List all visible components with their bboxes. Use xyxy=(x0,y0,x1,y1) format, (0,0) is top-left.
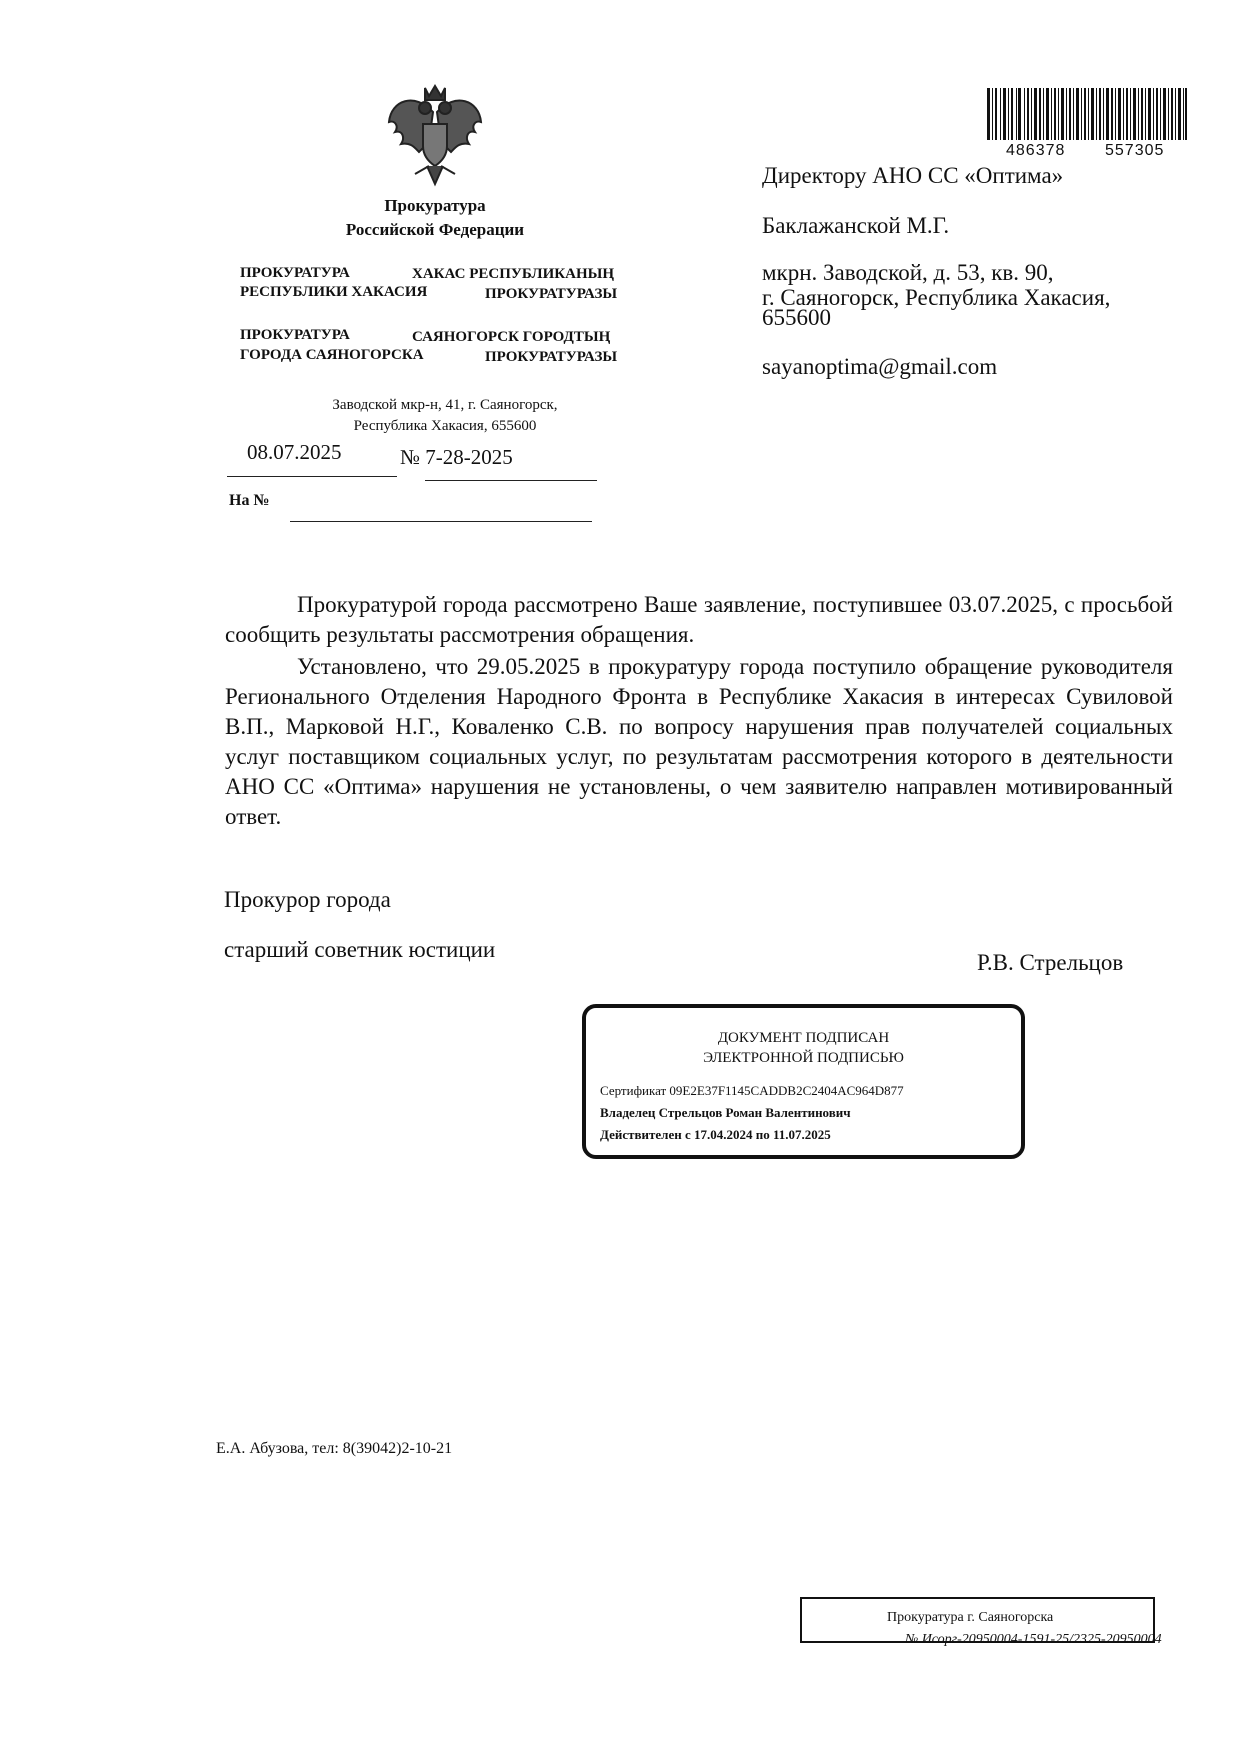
reference-number-underline xyxy=(290,521,592,522)
letter-body xyxy=(225,590,1173,832)
org1-right-line2: ПРОКУРАТУРАЗЫ xyxy=(485,286,618,302)
recipient-address-line3: 655600 xyxy=(762,305,831,330)
registry-title: Прокуратура г. Саяногорска xyxy=(887,1610,1054,1625)
signer-title-line1: Прокурор города xyxy=(224,887,391,912)
barcode-number-right: 557305 xyxy=(1105,142,1165,159)
agency-address xyxy=(300,395,590,437)
body-paragraph-2: Установлено, что 29.05.2025 в прокуратуру города поступило обращение руководителя Регионального Отделения Народного Фронта в Республике Хакасия в интересах Сувиловой В.П., Марковой Н.Г., Коваленко С.В. по вопросу нарушения прав получателей социальных услуг поставщиком социальных услуг, по результатам рассмотрения которого в деятельности АНО СС «Оптима» нарушения не установлены, о чем заявителю направлен мотивированный ответ. xyxy=(225,654,1173,829)
recipient-address-line2: г. Саяногорск, Республика Хакасия, xyxy=(762,285,1111,310)
signer-title-line2: старший советник юстиции xyxy=(224,937,496,962)
recipient-position: Директору АНО СС «Оптима» xyxy=(762,163,1064,188)
org2-right-line1: САЯНОГОРСК ГОРОДТЫҢ xyxy=(412,329,611,345)
org2-left-line1: ПРОКУРАТУРА xyxy=(240,327,350,343)
registration-date: 08.07.2025 xyxy=(247,440,342,464)
registry-number: № Исорг-20950004-1591-25/2325-20950004 xyxy=(905,1632,1162,1647)
coat-of-arms-icon xyxy=(385,82,485,190)
stamp-validity: Действителен с 17.04.2024 по 11.07.2025 xyxy=(600,1127,831,1142)
executor-contact: Е.А. Абузова, тел: 8(39042)2-10-21 xyxy=(216,1440,453,1457)
registration-number: № 7-28-2025 xyxy=(400,445,513,469)
date-underline xyxy=(227,476,397,477)
electronic-signature-stamp xyxy=(582,1004,1025,1159)
org1-left-line1: ПРОКУРАТУРА xyxy=(240,265,350,281)
body-paragraph-1: Прокуратурой города рассмотрено Ваше заявление, поступившее 03.07.2025, с просьбой сообщить результаты рассмотрения обращения. xyxy=(225,592,1173,647)
recipient-name: Баклажанской М.Г. xyxy=(762,213,950,238)
recipient-address-line1: мкрн. Заводской, д. 53, кв. 90, xyxy=(762,260,1054,285)
recipient-email: sayanoptima@gmail.com xyxy=(762,354,998,379)
barcode-icon xyxy=(987,88,1187,140)
number-underline xyxy=(425,480,597,481)
agency-address-line1: Заводской мкр-н, 41, г. Саяногорск, xyxy=(332,397,558,413)
org2-right-line2: ПРОКУРАТУРАЗЫ xyxy=(485,349,618,365)
signer-name: Р.В. Стрельцов xyxy=(977,950,1124,975)
agency-title-line1: Прокуратура xyxy=(384,196,486,215)
org2-left-line2: ГОРОДА САЯНОГОРСКА xyxy=(240,347,424,363)
stamp-certificate: Сертификат 09E2E37F1145CADDB2C2404AC964D877 xyxy=(600,1083,904,1098)
stamp-heading-line2: ЭЛЕКТРОННОЙ ПОДПИСЬЮ xyxy=(703,1050,904,1066)
reference-number-label: На № xyxy=(229,492,270,509)
agency-title xyxy=(300,194,570,242)
org1-right-line1: ХАКАС РЕСПУБЛИКАНЫҢ xyxy=(412,266,615,282)
org1-left-line2: РЕСПУБЛИКИ ХАКАСИЯ xyxy=(240,284,428,300)
stamp-heading-line1: ДОКУМЕНТ ПОДПИСАН xyxy=(717,1030,890,1046)
barcode-number-left: 486378 xyxy=(1006,142,1066,159)
agency-address-line2: Республика Хакасия, 655600 xyxy=(353,418,537,434)
stamp-owner: Владелец Стрельцов Роман Валентинович xyxy=(600,1105,851,1120)
agency-title-line2: Российской Федерации xyxy=(345,220,525,239)
